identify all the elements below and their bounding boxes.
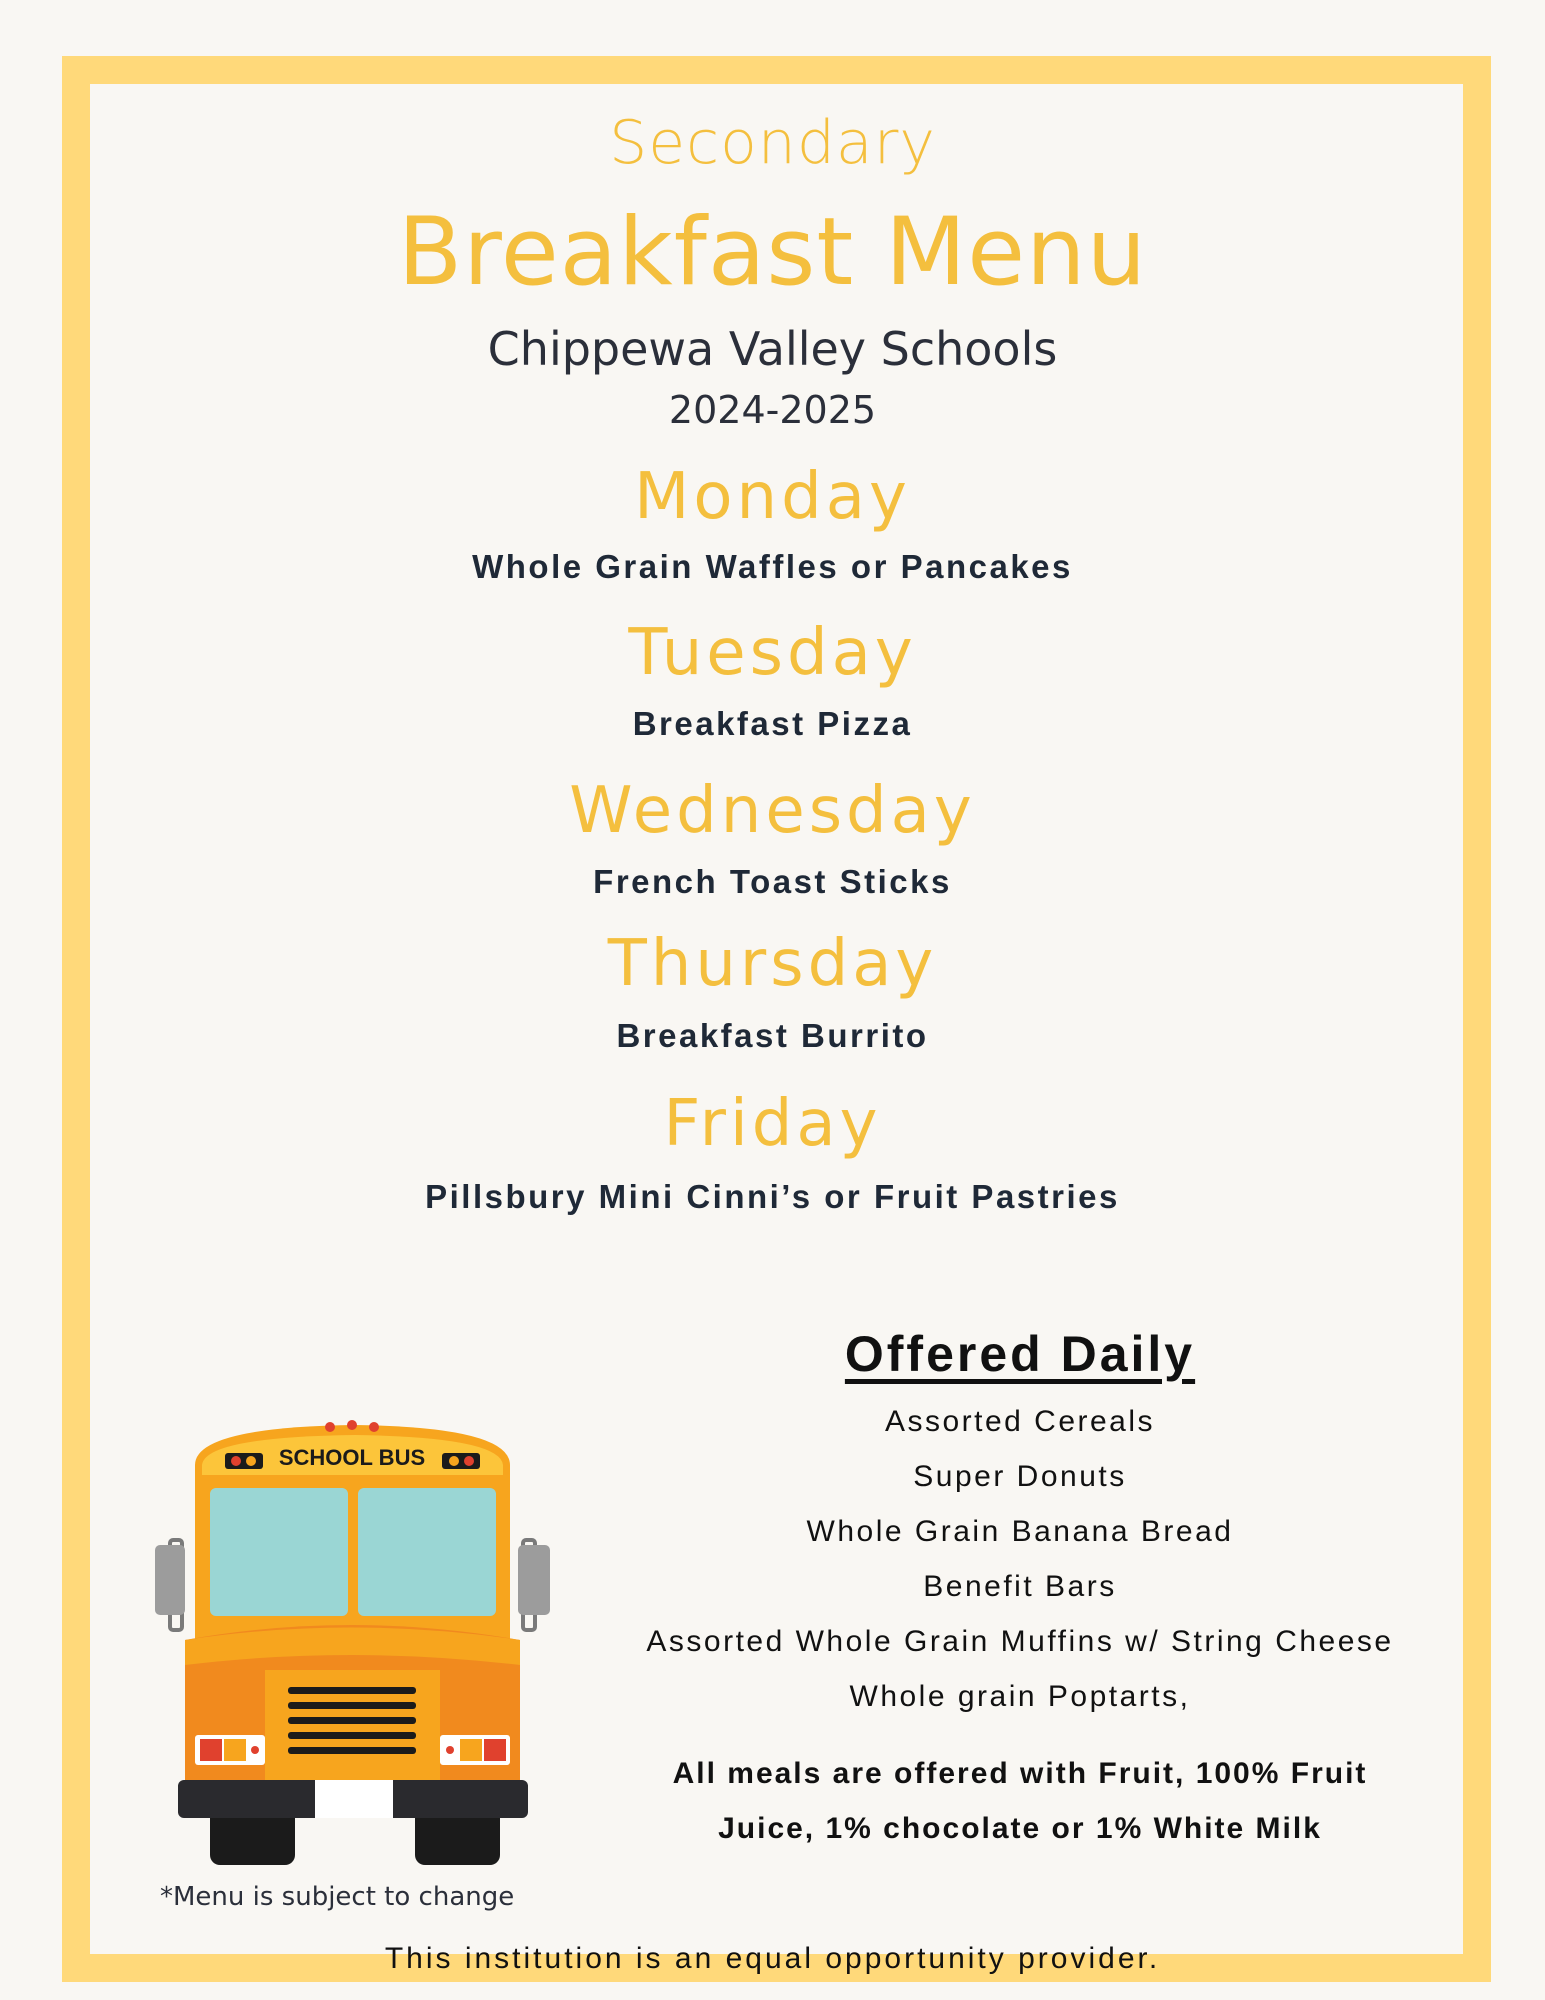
grille-bar (288, 1702, 416, 1709)
license-plate (315, 1780, 393, 1818)
menu-subtitle: Secondary (609, 108, 936, 178)
bus-sign-text: SCHOOL BUS (278, 1445, 426, 1470)
offered-item: Whole Grain Banana Bread (806, 1515, 1234, 1548)
day-wednesday: Wednesday (569, 774, 976, 848)
offered-item: Assorted Whole Grain Muffins w/ String Cheese (646, 1625, 1394, 1658)
day-tuesday: Tuesday (628, 616, 917, 690)
sign-light-box (225, 1453, 263, 1469)
windshield-right (358, 1488, 496, 1616)
right-headlight (460, 1739, 482, 1761)
dish-friday: Pillsbury Mini Cinni’s or Fruit Pastries (425, 1178, 1120, 1215)
menu-disclaimer: *Menu is subject to change (160, 1882, 515, 1912)
school-year: 2024-2025 (668, 388, 877, 432)
offered-item: Assorted Cereals (884, 1405, 1156, 1438)
grille-panel (265, 1670, 440, 1780)
grille-bar (288, 1747, 416, 1754)
grille-bar (288, 1732, 416, 1739)
day-friday: Friday (663, 1087, 882, 1161)
grille-bar (288, 1717, 416, 1724)
left-mirror (155, 1545, 185, 1615)
grille-bar (288, 1687, 416, 1694)
roof-light (369, 1422, 379, 1432)
sign-light-box (442, 1453, 480, 1469)
meal-note-line1: All meals are offered with Fruit, 100% Fruit (672, 1757, 1368, 1790)
school-bus-illustration (150, 1415, 555, 1875)
dish-thursday: Breakfast Burrito (616, 1017, 929, 1054)
dish-wednesday: French Toast Sticks (593, 863, 952, 900)
sign-light (231, 1456, 241, 1466)
sign-light (464, 1456, 474, 1466)
sign-light (449, 1456, 459, 1466)
roof-light (325, 1422, 335, 1432)
right-indicator (446, 1746, 454, 1754)
day-monday: Monday (634, 460, 911, 534)
offered-item: Super Donuts (913, 1460, 1127, 1493)
dish-tuesday: Breakfast Pizza (632, 705, 913, 742)
left-headlight (224, 1739, 246, 1761)
offered-daily-title: Offered Daily (844, 1326, 1196, 1382)
right-headlight (484, 1739, 506, 1761)
day-thursday: Thursday (607, 927, 938, 1001)
right-mirror (518, 1545, 550, 1615)
meal-note-line2: Juice, 1% chocolate or 1% White Milk (718, 1812, 1322, 1845)
windshield-left (210, 1488, 348, 1616)
menu-title: Breakfast Menu (397, 198, 1148, 307)
footer-statement: This institution is an equal opportunity provider. (384, 1942, 1161, 1975)
left-headlight (200, 1739, 222, 1761)
organization-name: Chippewa Valley Schools (487, 322, 1058, 376)
left-indicator (251, 1746, 259, 1754)
offered-item: Benefit Bars (923, 1570, 1117, 1603)
offered-item: Whole grain Poptarts, (849, 1680, 1191, 1713)
dish-monday: Whole Grain Waffles or Pancakes (472, 548, 1073, 585)
sign-light (246, 1456, 256, 1466)
roof-light (347, 1420, 357, 1430)
